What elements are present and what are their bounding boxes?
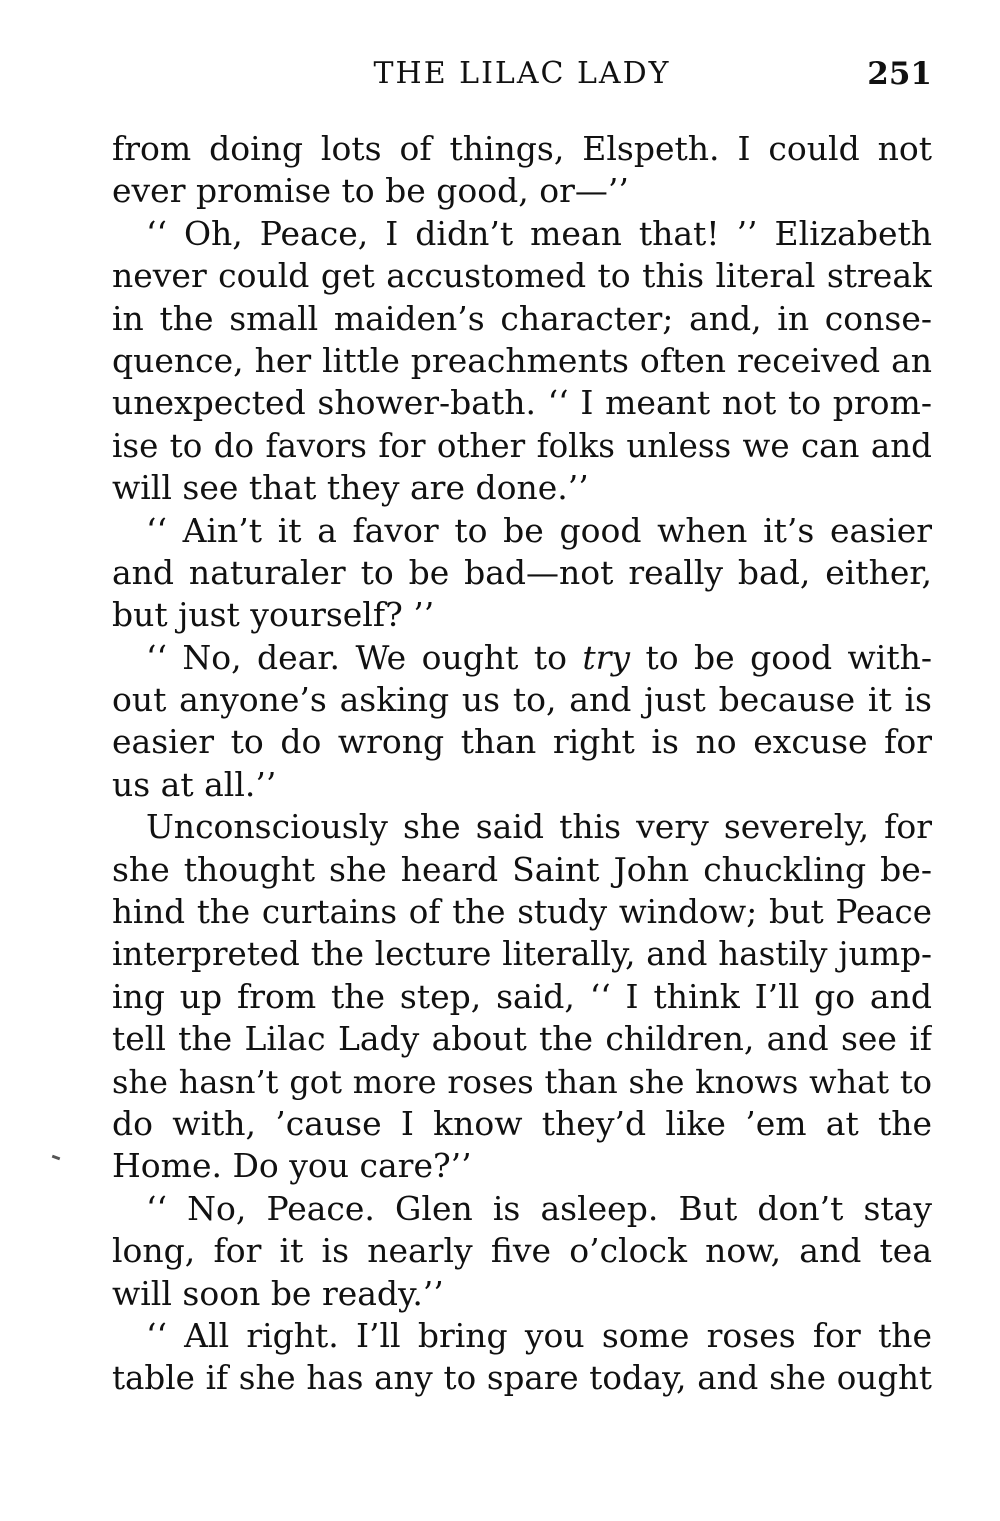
- text-line: unexpected shower-bath. ‘‘ I meant not to prom-: [112, 383, 932, 423]
- text-line: and naturaler to be bad—not really bad, either,: [112, 552, 932, 592]
- text-line: ise to do favors for other folks unless we can and: [112, 426, 932, 465]
- text-line: ‘‘ No, Peace. Glen is asleep. But don’t stay: [146, 1188, 932, 1228]
- page-number: 251: [867, 56, 932, 92]
- running-title: THE LILAC LADY: [373, 56, 671, 91]
- text-line: never could get accustomed to this literal streak: [112, 256, 932, 296]
- text-line: interpreted the lecture literally, and hastily jump-: [112, 935, 932, 974]
- text-line: do with, ’cause I know they’d like ’em at the: [112, 1103, 932, 1143]
- text-line: tell the Lilac Lady about the children, and see if: [112, 1019, 932, 1059]
- text-line: but just yourself? ’’: [112, 595, 435, 635]
- text-line: will soon be ready.’’: [112, 1273, 444, 1313]
- text-line: ‘‘ Ain’t it a favor to be good when it’s easier: [146, 510, 932, 550]
- text-line: from doing lots of things, Elspeth. I could not: [112, 129, 932, 168]
- text-line: ‘‘ Oh, Peace, I didn’t mean that! ’’ Elizabeth: [146, 213, 932, 253]
- body-text: [112, 128, 932, 1400]
- text-line: she hasn’t got more roses than she knows what to: [112, 1062, 932, 1101]
- text-line: ing up from the step, said, ‘‘ I think I’ll go and: [112, 976, 932, 1016]
- text-line: long, for it is nearly five o’clock now, and tea: [112, 1231, 932, 1271]
- text-line: in the small maiden’s character; and, in conse-: [112, 298, 932, 338]
- text-line: quence, her little preachments often received an: [112, 340, 932, 380]
- text-line: table if she has any to spare today, and she ought: [112, 1359, 932, 1398]
- stray-ink-mark: [52, 1155, 61, 1161]
- running-head: [112, 52, 932, 96]
- text-line: ‘‘ No, dear. We ought to try to be good with-: [146, 637, 932, 677]
- text-line: ‘‘ All right. I’ll bring you some roses for the: [146, 1315, 932, 1355]
- text-line: hind the curtains of the study window; but Peace: [112, 893, 932, 932]
- text-line: Unconsciously she said this very severely, for: [146, 807, 932, 847]
- emphasis: try: [582, 637, 631, 677]
- text-line: out anyone’s asking us to, and just because it is: [112, 680, 932, 720]
- text-line: us at all.’’: [112, 764, 277, 804]
- text-line: will see that they are done.’’: [112, 468, 589, 508]
- text-line: easier to do wrong than right is no excuse for: [112, 722, 932, 762]
- text-line: Home. Do you care?’’: [112, 1146, 472, 1186]
- text-line: she thought she heard Saint John chuckling be-: [112, 849, 932, 889]
- text-line: ever promise to be good, or—’’: [112, 171, 629, 211]
